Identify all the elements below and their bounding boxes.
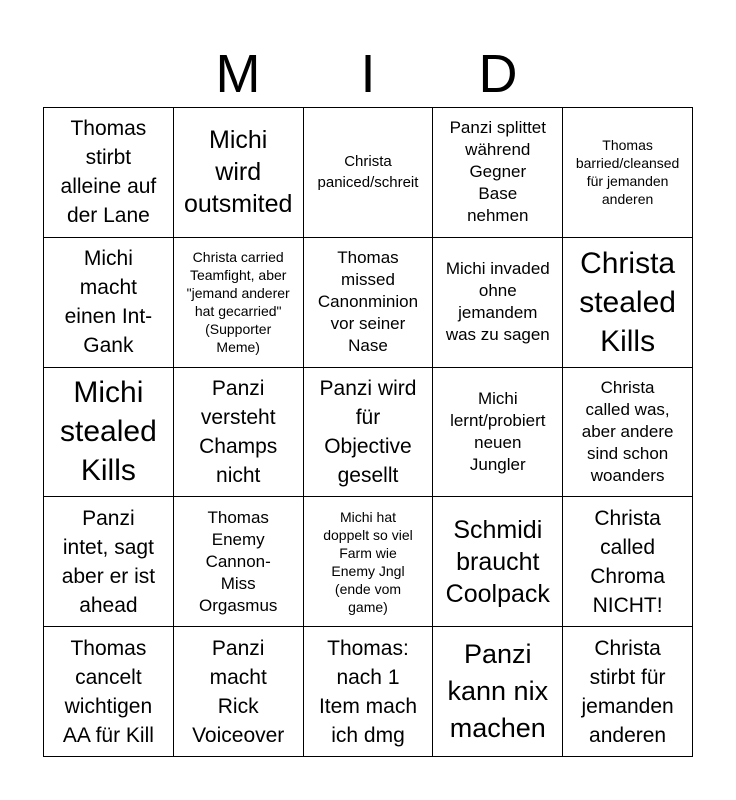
bingo-cell[interactable]: Panzi wird für Objective gesellt — [304, 368, 434, 498]
bingo-cell[interactable]: Christa stealed Kills — [563, 238, 693, 368]
title-letter-d: D — [478, 44, 518, 104]
bingo-cell[interactable]: Thomas missed Canonminion vor seiner Nase — [304, 238, 434, 368]
bingo-cell[interactable]: Michi hat doppelt so viel Farm wie Enemy Jngl (ende vom game) — [304, 497, 434, 627]
bingo-cell[interactable]: Christa called was, aber andere sind schon woanders — [563, 368, 693, 498]
bingo-cell[interactable]: Panzi versteht Champs nicht — [174, 368, 304, 498]
bingo-title — [43, 40, 693, 108]
bingo-cell[interactable]: Christa paniced/schreit — [304, 108, 434, 238]
bingo-board — [43, 107, 693, 757]
bingo-cell[interactable]: Panzi intet, sagt aber er ist ahead — [44, 497, 174, 627]
bingo-cell[interactable]: Thomas: nach 1 Item mach ich dmg — [304, 627, 434, 757]
bingo-cell[interactable]: Schmidi braucht Coolpack — [433, 497, 563, 627]
bingo-cell[interactable]: Christa carried Teamfight, aber "jemand anderer hat gecarried" (Supporter Meme) — [174, 238, 304, 368]
bingo-cell[interactable]: Panzi splittet während Gegner Base nehmen — [433, 108, 563, 238]
bingo-cell[interactable]: Christa called Chroma NICHT! — [563, 497, 693, 627]
bingo-cell[interactable]: Panzi kann nix machen — [433, 627, 563, 757]
bingo-cell[interactable]: Michi lernt/probiert neuen Jungler — [433, 368, 563, 498]
title-letter-m: M — [215, 44, 261, 104]
title-letter-i: I — [360, 44, 376, 104]
bingo-cell[interactable]: Michi macht einen Int- Gank — [44, 238, 174, 368]
bingo-cell[interactable]: Thomas stirbt alleine auf der Lane — [44, 108, 174, 238]
bingo-cell[interactable]: Thomas cancelt wichtigen AA für Kill — [44, 627, 174, 757]
bingo-cell[interactable]: Michi stealed Kills — [44, 368, 174, 498]
bingo-cell[interactable]: Panzi macht Rick Voiceover — [174, 627, 304, 757]
bingo-cell[interactable]: Thomas Enemy Cannon- Miss Orgasmus — [174, 497, 304, 627]
bingo-cell[interactable]: Michi invaded ohne jemandem was zu sagen — [433, 238, 563, 368]
bingo-cell[interactable]: Christa stirbt für jemanden anderen — [563, 627, 693, 757]
bingo-cell[interactable]: Michi wird outsmited — [174, 108, 304, 238]
bingo-cell[interactable]: Thomas barried/cleansed für jemanden anderen — [563, 108, 693, 238]
